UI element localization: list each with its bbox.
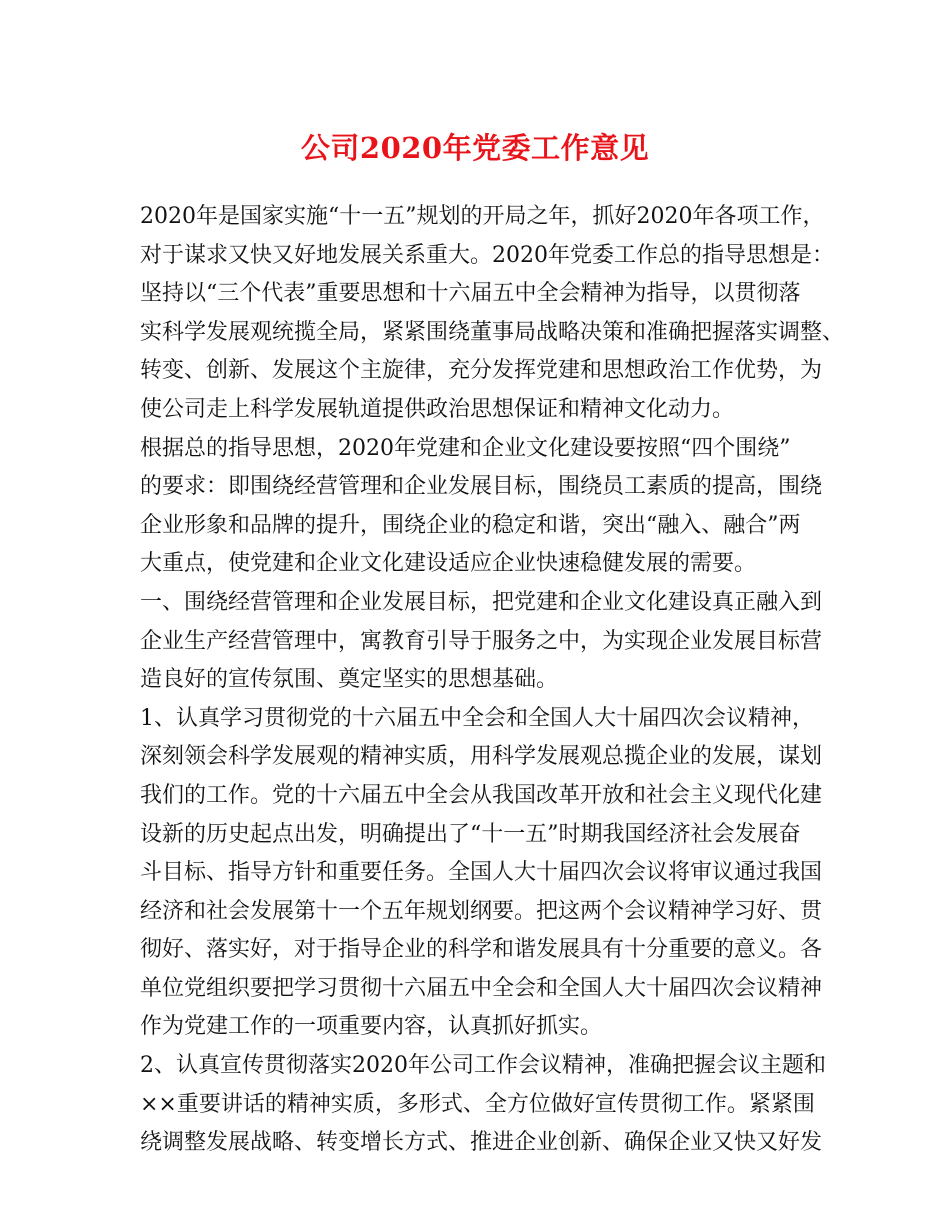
body-line: 绕调整发展战略、转变增长方式、推进企业创新、确保企业又快又好发 bbox=[140, 1130, 823, 1156]
body-line: 我们的工作。党的十六届五中全会从我国改革开放和社会主义现代化建 bbox=[140, 782, 823, 808]
body-line: 经济和社会发展第十一个五年规划纲要。把这两个会议精神学习好、贯 bbox=[140, 898, 823, 924]
body-line: 作为党建工作的一项重要内容，认真抓好抓实。 bbox=[140, 1014, 603, 1040]
body-line: 实科学发展观统揽全局，紧紧围绕董事局战略决策和准确把握落实调整、 bbox=[140, 319, 845, 345]
body-line: 1、认真学习贯彻党的十六届五中全会和全国人大十届四次会议精神， bbox=[140, 705, 814, 731]
document-body bbox=[140, 198, 845, 1163]
body-line: 斗目标、指导方针和重要任务。全国人大十届四次会议将审议通过我国 bbox=[140, 860, 823, 886]
body-line: ××重要讲话的精神实质，多形式、全方位做好宣传贯彻工作。紧紧围 bbox=[140, 1091, 815, 1117]
body-line: 企业生产经营管理中，寓教育引导于服务之中，为实现企业发展目标营 bbox=[140, 628, 823, 654]
body-line: 转变、创新、发展这个主旋律，充分发挥党建和思想政治工作优势，为 bbox=[140, 358, 823, 384]
document-title: 公司2020年党委工作意见 bbox=[300, 131, 650, 165]
body-line: 彻好、落实好，对于指导企业的科学和谐发展具有十分重要的意义。各 bbox=[140, 937, 823, 963]
body-line: 设新的历史起点出发，明确提出了“十一五”时期我国经济社会发展奋 bbox=[140, 821, 801, 847]
body-line: 企业形象和品牌的提升，围绕企业的稳定和谐，突出“融入、融合”两 bbox=[140, 512, 801, 538]
body-line: 对于谋求又快又好地发展关系重大。2020年党委工作总的指导思想是： bbox=[140, 242, 834, 268]
body-line: 坚持以“三个代表”重要思想和十六届五中全会精神为指导，以贯彻落 bbox=[140, 281, 801, 307]
body-line: 大重点，使党建和企业文化建设适应企业快速稳健发展的需要。 bbox=[140, 551, 757, 577]
body-line: 的要求：即围绕经营管理和企业发展目标，围绕员工素质的提高，围绕 bbox=[140, 474, 823, 500]
body-line: 单位党组织要把学习贯彻十六届五中全会和全国人大十届四次会议精神 bbox=[140, 975, 823, 1001]
body-line: 使公司走上科学发展轨道提供政治思想保证和精神文化动力。 bbox=[140, 396, 735, 422]
body-line: 深刻领会科学发展观的精神实质，用科学发展观总揽企业的发展，谋划 bbox=[140, 744, 823, 770]
body-line: 2020年是国家实施“十一五”规划的开局之年，抓好2020年各项工作， bbox=[140, 204, 825, 229]
body-line: 根据总的指导思想，2020年党建和企业文化建设要按照“四个围绕” bbox=[140, 435, 791, 461]
body-line: 2、认真宣传贯彻落实2020年公司工作会议精神，准确把握会议主题和 bbox=[140, 1053, 826, 1079]
body-line: 造良好的宣传氛围、奠定坚实的思想基础。 bbox=[140, 667, 559, 693]
body-line: 一、围绕经营管理和企业发展目标，把党建和企业文化建设真正融入到 bbox=[140, 589, 823, 615]
